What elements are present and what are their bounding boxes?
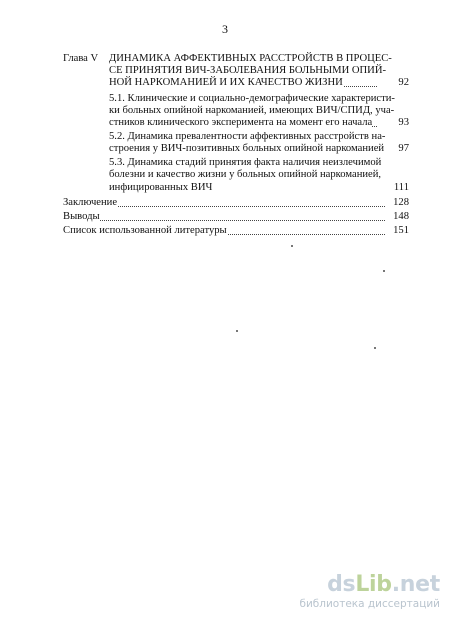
- section-line: 5.1. Клинические и социально-демографические характеристи-: [109, 93, 395, 104]
- section-line: инфицированных ВИЧ: [109, 182, 213, 193]
- chapter-title-line: НОЙ НАРКОМАНИЕЙ И ИХ КАЧЕСТВО ЖИЗНИ: [109, 77, 343, 88]
- toc-entry-page: 128: [393, 197, 409, 208]
- section-entry: [109, 182, 409, 194]
- toc-entry-label: Заключение: [63, 197, 118, 208]
- chapter-title-line: СЕ ПРИНЯТИЯ ВИЧ-ЗАБОЛЕВАНИЯ БОЛЬНЫМИ ОПИЙ-: [109, 65, 387, 76]
- section-page: 93: [398, 117, 409, 128]
- page-number: 3: [222, 22, 228, 36]
- chapter-title-entry: [109, 77, 409, 89]
- watermark-logo: dsLib.net: [327, 572, 440, 597]
- scan-speck: [236, 330, 238, 332]
- section-entry: [109, 117, 409, 129]
- chapter-title-line: ДИНАМИКА АФФЕКТИВНЫХ РАССТРОЙСТВ В ПРОЦЕС-: [109, 53, 392, 64]
- toc-entry-label: Выводы: [63, 211, 100, 222]
- section-line: стников клинического эксперимента на момент его начала: [109, 117, 373, 128]
- scan-speck: [374, 347, 376, 349]
- section-line: ки больных опийной наркоманией, имеющих ВИЧ/СПИД, уча-: [109, 105, 395, 116]
- toc-entry-page: 148: [393, 211, 409, 222]
- toc-entry-page: 151: [393, 225, 409, 236]
- section-page: 111: [393, 182, 409, 193]
- section-line: строения у ВИЧ-позитивных больных опийной наркоманией: [109, 143, 385, 154]
- chapter-label: Глава V: [63, 53, 99, 64]
- toc-entry-references: [63, 225, 409, 237]
- section-line: болезни и качество жизни у больных опийной наркоманией,: [109, 169, 382, 180]
- toc-entry-findings: [63, 211, 409, 223]
- section-entry: [109, 143, 409, 155]
- chapter-page: 92: [398, 77, 409, 88]
- scan-speck: [291, 245, 293, 247]
- watermark: [299, 573, 440, 610]
- scan-speck: [383, 270, 385, 272]
- section-line: 5.2. Динамика превалентности аффективных расстройств на-: [109, 131, 386, 142]
- section-page: 97: [398, 143, 409, 154]
- section-line: 5.3. Динамика стадий принятия факта наличия неизлечимой: [109, 157, 382, 168]
- toc-entry-label: Список использованной литературы: [63, 225, 227, 236]
- watermark-subtitle: библиотека диссертаций: [299, 598, 440, 610]
- toc-entry-conclusion: [63, 197, 409, 209]
